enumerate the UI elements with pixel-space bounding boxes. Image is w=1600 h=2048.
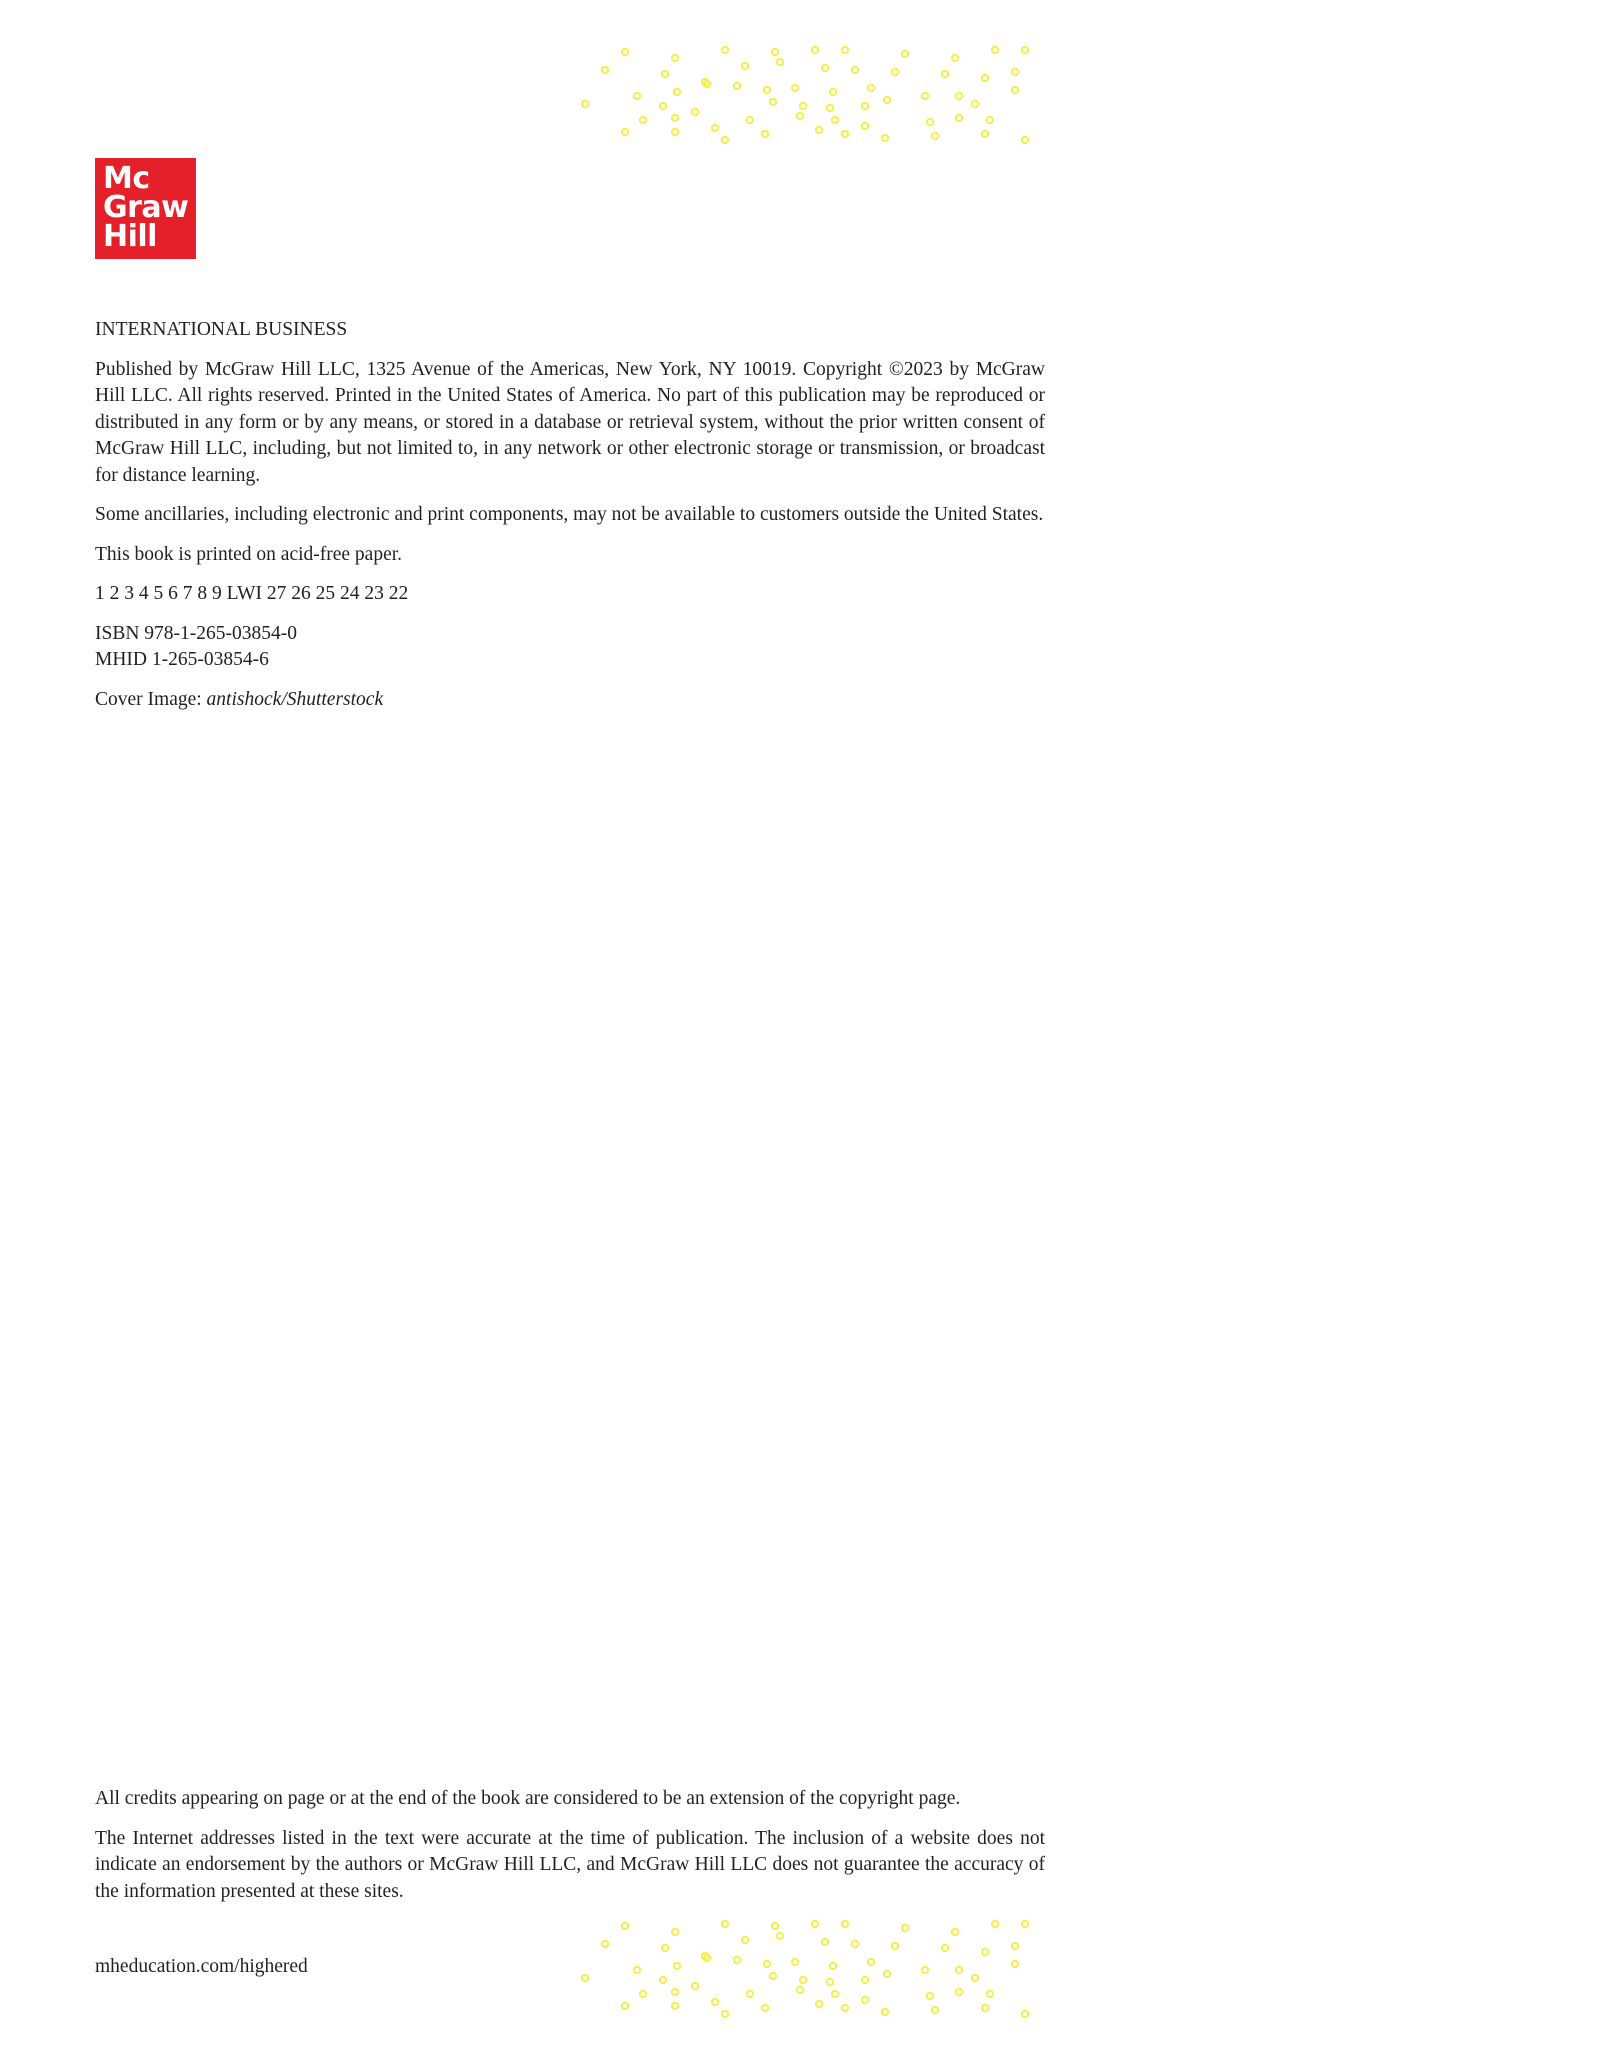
decorative-ring bbox=[862, 103, 868, 109]
decorative-ring bbox=[742, 1937, 748, 1943]
decorative-ring bbox=[712, 125, 718, 131]
mcgraw-hill-logo bbox=[95, 158, 196, 259]
decorative-ring bbox=[662, 71, 668, 77]
decorative-ring bbox=[722, 137, 728, 143]
internet-notice: The Internet addresses listed in the text were accurate at the time of publication. The inclusion of a website does not indicate an endorsement by the authors or McGraw Hill LLC, and McGraw Hill LLC does not guarantee the accuracy of the information presented at these sites. bbox=[95, 1827, 1045, 1902]
decorative-ring bbox=[827, 1979, 833, 1985]
decorative-ring bbox=[640, 1991, 646, 1997]
decorative-ring bbox=[1022, 47, 1028, 53]
decorative-ring bbox=[792, 85, 798, 91]
decorative-ring bbox=[956, 1989, 962, 1995]
decorative-ring bbox=[674, 1963, 680, 1969]
decorative-ring bbox=[842, 47, 848, 53]
decorative-ring bbox=[712, 1999, 718, 2005]
decorative-ring bbox=[692, 109, 698, 115]
paper-notice: This book is printed on acid-free paper. bbox=[95, 543, 403, 565]
publication-notice: Published by McGraw Hill LLC, 1325 Avenue of the Americas, New York, NY 10019. Copyright ©2023 by McGraw Hill LLC. All rights reserved. Printed in the United States of America. No part of this publication may be reproduced or distributed in any form or by any means, or stored in a database or retrieval system, without the prior written consent of McGraw Hill LLC, including, but not limited to, in any network or other electronic storage or transmission, or broadcast for distance learning. bbox=[95, 358, 1045, 486]
decorative-ring bbox=[582, 101, 588, 107]
book-title: INTERNATIONAL BUSINESS bbox=[95, 319, 348, 340]
decorative-ring bbox=[762, 131, 768, 137]
decorative-ring bbox=[922, 93, 928, 99]
decorative-ring bbox=[992, 47, 998, 53]
decorative-ring bbox=[1012, 1943, 1018, 1949]
ancillaries-notice: Some ancillaries, including electronic and print components, may not be available to customers outside the United States. bbox=[95, 504, 1044, 525]
decorative-dot-pattern-top bbox=[575, 44, 1045, 144]
decorative-ring bbox=[982, 75, 988, 81]
decorative-ring bbox=[816, 2001, 822, 2007]
decorative-ring bbox=[672, 1929, 678, 1935]
decorative-ring bbox=[770, 99, 776, 105]
decorative-ring bbox=[952, 55, 958, 61]
decorative-ring bbox=[792, 1959, 798, 1965]
decorative-ring bbox=[660, 103, 666, 109]
website-link[interactable]: mheducation.com/highered bbox=[95, 1956, 308, 1977]
decorative-ring bbox=[672, 129, 678, 135]
decorative-ring bbox=[956, 115, 962, 121]
decorative-ring bbox=[734, 83, 740, 89]
decorative-ring bbox=[640, 117, 646, 123]
decorative-ring bbox=[764, 1961, 770, 1967]
decorative-ring bbox=[822, 1939, 828, 1945]
decorative-ring bbox=[892, 1943, 898, 1949]
decorative-ring bbox=[862, 1977, 868, 1983]
decorative-ring bbox=[762, 2005, 768, 2011]
decorative-ring bbox=[922, 1967, 928, 1973]
dot-pattern-top-svg bbox=[575, 44, 1045, 144]
decorative-ring bbox=[772, 49, 778, 55]
decorative-ring bbox=[1022, 2011, 1028, 2017]
decorative-ring bbox=[842, 131, 848, 137]
decorative-ring bbox=[882, 135, 888, 141]
decorative-ring bbox=[622, 2003, 628, 2009]
decorative-ring bbox=[956, 1967, 962, 1973]
decorative-ring bbox=[830, 89, 836, 95]
cover-image-credit bbox=[95, 687, 1045, 714]
decorative-ring bbox=[622, 129, 628, 135]
decorative-ring bbox=[982, 1949, 988, 1955]
decorative-ring bbox=[982, 131, 988, 137]
decorative-ring bbox=[722, 47, 728, 53]
decorative-ring bbox=[1012, 87, 1018, 93]
decorative-ring bbox=[942, 71, 948, 77]
decorative-ring bbox=[672, 55, 678, 61]
cover-image-label: Cover Image: bbox=[95, 688, 207, 710]
decorative-ring bbox=[742, 63, 748, 69]
decorative-ring bbox=[902, 51, 908, 57]
decorative-ring bbox=[852, 1941, 858, 1947]
decorative-ring bbox=[868, 1959, 874, 1965]
decorative-ring bbox=[770, 1973, 776, 1979]
decorative-ring bbox=[672, 115, 678, 121]
decorative-ring bbox=[747, 117, 753, 123]
decorative-ring bbox=[672, 1989, 678, 1995]
logo-line-2: Graw bbox=[103, 190, 189, 225]
identifiers bbox=[95, 621, 1045, 674]
decorative-ring bbox=[800, 103, 806, 109]
decorative-ring bbox=[797, 113, 803, 119]
decorative-ring bbox=[602, 67, 608, 73]
decorative-ring bbox=[842, 1921, 848, 1927]
dot-pattern-bottom-svg bbox=[575, 1918, 1045, 2018]
footer-notices bbox=[95, 1786, 1045, 1918]
decorative-ring bbox=[868, 85, 874, 91]
mhid: MHID 1-265-03854-6 bbox=[95, 649, 269, 670]
decorative-ring bbox=[884, 1971, 890, 1977]
decorative-ring bbox=[634, 93, 640, 99]
copyright-section bbox=[95, 317, 1045, 726]
decorative-ring bbox=[582, 1975, 588, 1981]
decorative-ring bbox=[830, 1963, 836, 1969]
decorative-ring bbox=[972, 1975, 978, 1981]
decorative-ring bbox=[987, 117, 993, 123]
decorative-ring bbox=[862, 123, 868, 129]
decorative-ring bbox=[662, 1945, 668, 1951]
decorative-ring bbox=[832, 1991, 838, 1997]
decorative-ring bbox=[812, 1921, 818, 1927]
decorative-ring bbox=[634, 1967, 640, 1973]
decorative-ring bbox=[622, 49, 628, 55]
decorative-ring bbox=[822, 65, 828, 71]
credits-notice: All credits appearing on page or at the end of the book are considered to be an extension of the copyright page. bbox=[95, 1788, 961, 1809]
decorative-ring bbox=[1012, 1961, 1018, 1967]
decorative-ring bbox=[932, 2007, 938, 2013]
decorative-ring bbox=[722, 1921, 728, 1927]
decorative-ring bbox=[764, 87, 770, 93]
decorative-dot-pattern-bottom bbox=[575, 1918, 1045, 2018]
logo-line-3: Hill bbox=[103, 219, 157, 254]
decorative-ring bbox=[972, 101, 978, 107]
decorative-ring bbox=[892, 69, 898, 75]
decorative-ring bbox=[952, 1929, 958, 1935]
decorative-ring bbox=[927, 119, 933, 125]
decorative-ring bbox=[734, 1957, 740, 1963]
decorative-ring bbox=[862, 1997, 868, 2003]
decorative-ring bbox=[747, 1991, 753, 1997]
decorative-ring bbox=[800, 1977, 806, 1983]
decorative-ring bbox=[1022, 1921, 1028, 1927]
decorative-ring bbox=[812, 47, 818, 53]
decorative-ring bbox=[722, 2011, 728, 2017]
decorative-ring bbox=[816, 127, 822, 133]
decorative-ring bbox=[842, 2005, 848, 2011]
decorative-ring bbox=[772, 1923, 778, 1929]
decorative-ring bbox=[992, 1921, 998, 1927]
decorative-ring bbox=[832, 117, 838, 123]
decorative-ring bbox=[902, 1925, 908, 1931]
decorative-ring bbox=[777, 1933, 783, 1939]
decorative-ring bbox=[956, 93, 962, 99]
decorative-ring bbox=[622, 1923, 628, 1929]
decorative-ring bbox=[884, 97, 890, 103]
decorative-ring bbox=[932, 133, 938, 139]
print-line: 1 2 3 4 5 6 7 8 9 LWI 27 26 25 24 23 22 bbox=[95, 583, 409, 604]
decorative-ring bbox=[827, 105, 833, 111]
decorative-ring bbox=[987, 1991, 993, 1997]
isbn: ISBN 978-1-265-03854-0 bbox=[95, 622, 298, 644]
cover-image-source: antishock/Shutterstock bbox=[206, 688, 384, 710]
decorative-ring bbox=[674, 89, 680, 95]
decorative-ring bbox=[660, 1977, 666, 1983]
decorative-ring bbox=[1022, 137, 1028, 143]
decorative-ring bbox=[672, 2003, 678, 2009]
decorative-ring bbox=[797, 1987, 803, 1993]
decorative-ring bbox=[1012, 69, 1018, 75]
decorative-ring bbox=[982, 2005, 988, 2011]
decorative-ring bbox=[882, 2009, 888, 2015]
decorative-ring bbox=[602, 1941, 608, 1947]
logo-line-1: Mc bbox=[103, 161, 150, 196]
decorative-ring bbox=[777, 59, 783, 65]
decorative-ring bbox=[692, 1983, 698, 1989]
decorative-ring bbox=[852, 67, 858, 73]
decorative-ring bbox=[927, 1993, 933, 1999]
decorative-ring bbox=[942, 1945, 948, 1951]
